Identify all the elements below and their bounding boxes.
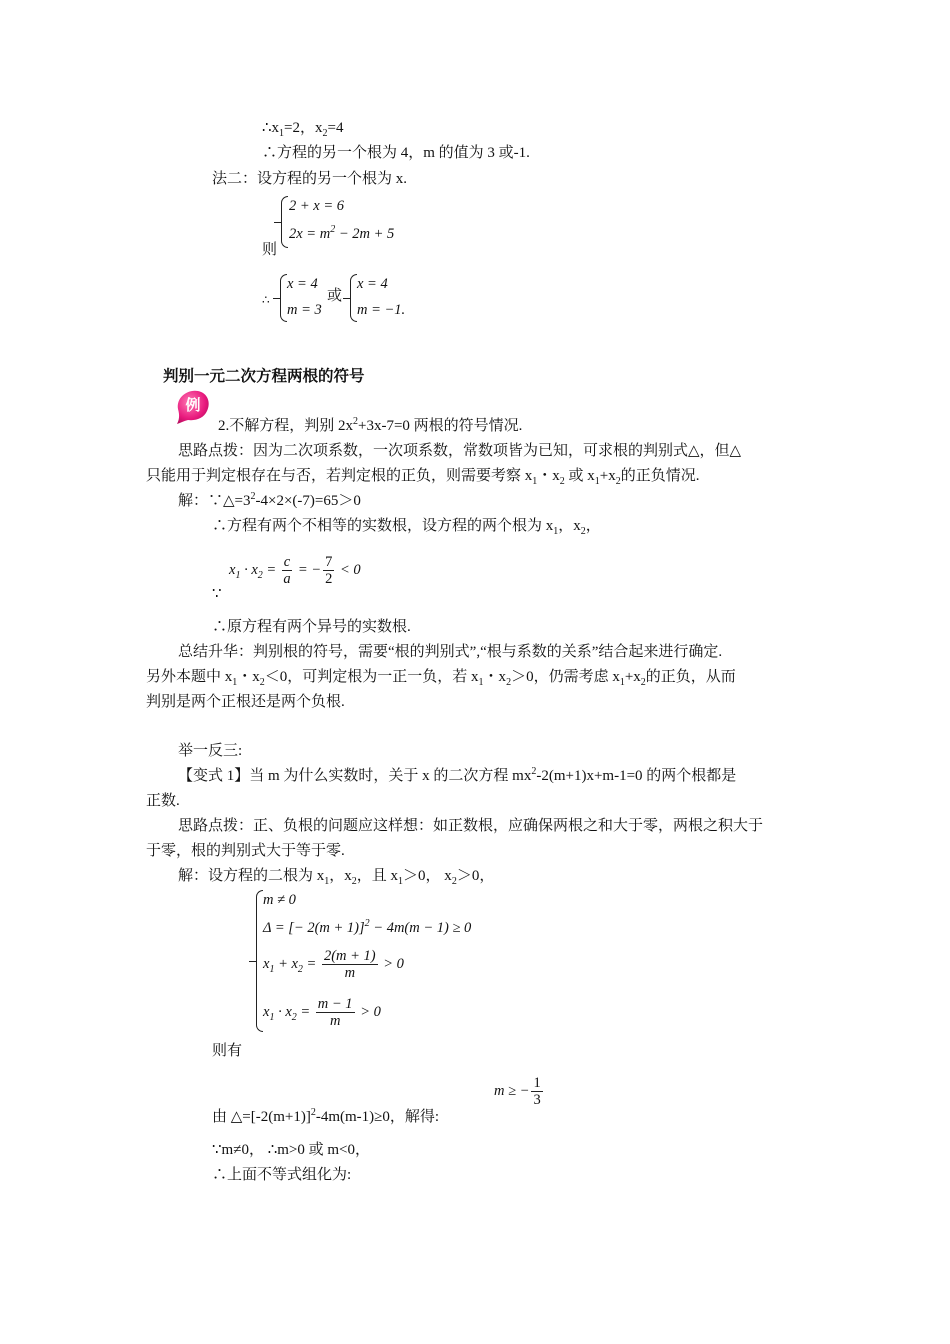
example-question: 2.不解方程，判别 $2x^2+3x-7=0$ 两根的符号情况.	[218, 416, 523, 434]
summary-line-1: 总结升华：判别根的符号，需要“根的判别式”,“根与系数的关系”结合起来进行确定.	[178, 644, 723, 660]
from-discriminant-line: 由 $\triangle=[-2(m+1)]^2-4m(m-1)\ge 0$，解得:	[212, 1107, 440, 1125]
simplified-system-line: ∴上面不等式组化为:	[212, 1167, 352, 1183]
m-range-formula: m ≥ − $\frac{1}{3}$	[494, 1075, 541, 1109]
solution-b-m: m = −1.	[357, 302, 406, 318]
m-sign-line: ∵m≠0， ∴m>0 或 m<0，	[212, 1142, 370, 1158]
then-have-label: 则有	[212, 1043, 243, 1059]
svg-text:例: 例	[185, 396, 201, 414]
then-label: 则	[262, 242, 278, 258]
system-eq-2: $2x = m^2 - 2m + 5$	[289, 224, 395, 242]
variant-solution-intro: 解：设方程的二根为 $x_1$，$x_2$，且 $x_1>0$， $x_2>0$，	[178, 868, 495, 887]
system-brace	[281, 196, 288, 248]
variant-hint-1: 思路点拨：正、负根的问题应这样想：如正数根，应确保两根之和大于零，两根之积大于	[178, 818, 764, 834]
conclusion-line: ∴方程的另一个根为 4，m 的值为 3 或-1.	[262, 145, 530, 161]
condition-sum: $x_1 + x_2$ = $\frac{2(m + 1)}{m}$ > 0	[263, 948, 404, 982]
solution-line-3: ∴原方程有两个异号的实数根.	[212, 619, 411, 635]
because-symbol: ∵	[212, 586, 222, 602]
solution-a-x: x = 4	[287, 276, 318, 292]
condition-discriminant: Δ = [− 2(m + 1)]$^2$ − 4m(m − 1) ≥ 0	[263, 918, 472, 936]
conditions-brace	[256, 890, 263, 1032]
variant-question-2: 正数.	[146, 793, 180, 809]
section-title: 判别一元二次方程两根的符号	[163, 368, 365, 385]
condition-m-nonzero: m ≠ 0	[263, 892, 296, 908]
solution-brace-b	[350, 274, 357, 322]
or-label: 或	[327, 288, 343, 304]
summary-line-3: 判别是两个正根还是两个负根.	[146, 694, 345, 710]
therefore-symbol: ∴	[262, 293, 270, 307]
variant-question-1: 【变式 1】当 m 为什么实数时，关于 x 的二次方程 $mx^2-2(m+1)x+m-1=0$ 的两个根都是	[178, 766, 737, 784]
system-eq-1: 2 + x = 6	[289, 198, 345, 214]
variant-hint-2: 于零，根的判别式大于等于零.	[146, 843, 345, 859]
product-formula: $x_1 \cdot x_2$ = $\frac{c}{a}$ = − $\frac{7}{2}$ < 0	[229, 554, 361, 588]
example-badge-icon	[174, 387, 212, 425]
method-two-line: 法二：设方程的另一个根为 x.	[212, 171, 408, 187]
solution-brace-a	[280, 274, 287, 322]
variant-heading: 举一反三:	[178, 743, 243, 759]
solution-b-x: x = 4	[357, 276, 388, 292]
solution-line-1: 解：$\because\triangle=3^2-4\times 2\times(-7)=65>0$	[178, 491, 361, 509]
hint-line-1: 思路点拨：因为二次项系数，一次项系数，常数项皆为已知，可求根的判别式△，但△	[178, 443, 742, 459]
solution-a-m: m = 3	[287, 302, 322, 318]
root-values-line: $\therefore x_1=2$，$x_2=4$	[262, 120, 344, 139]
solution-line-2: ∴方程有两个不相等的实数根，设方程的两个根为 $x_1$，$x_2$，	[212, 518, 601, 537]
condition-product: $x_1 \cdot x_2$ = $\frac{m - 1}{m}$ > 0	[263, 996, 381, 1030]
summary-line-2: 另外本题中 $x_1$・$x_2<0$，可判定根为一正一负，若 $x_1$・$x_2>0$，仍需考虑 $x_1+x_2$的正负，从而	[146, 669, 736, 688]
hint-line-2: 只能用于判定根存在与否，若判定根的正负，则需要考察 $x_1$・$x_2$ 或 $x_1+x_2$的正负情况.	[146, 468, 700, 487]
